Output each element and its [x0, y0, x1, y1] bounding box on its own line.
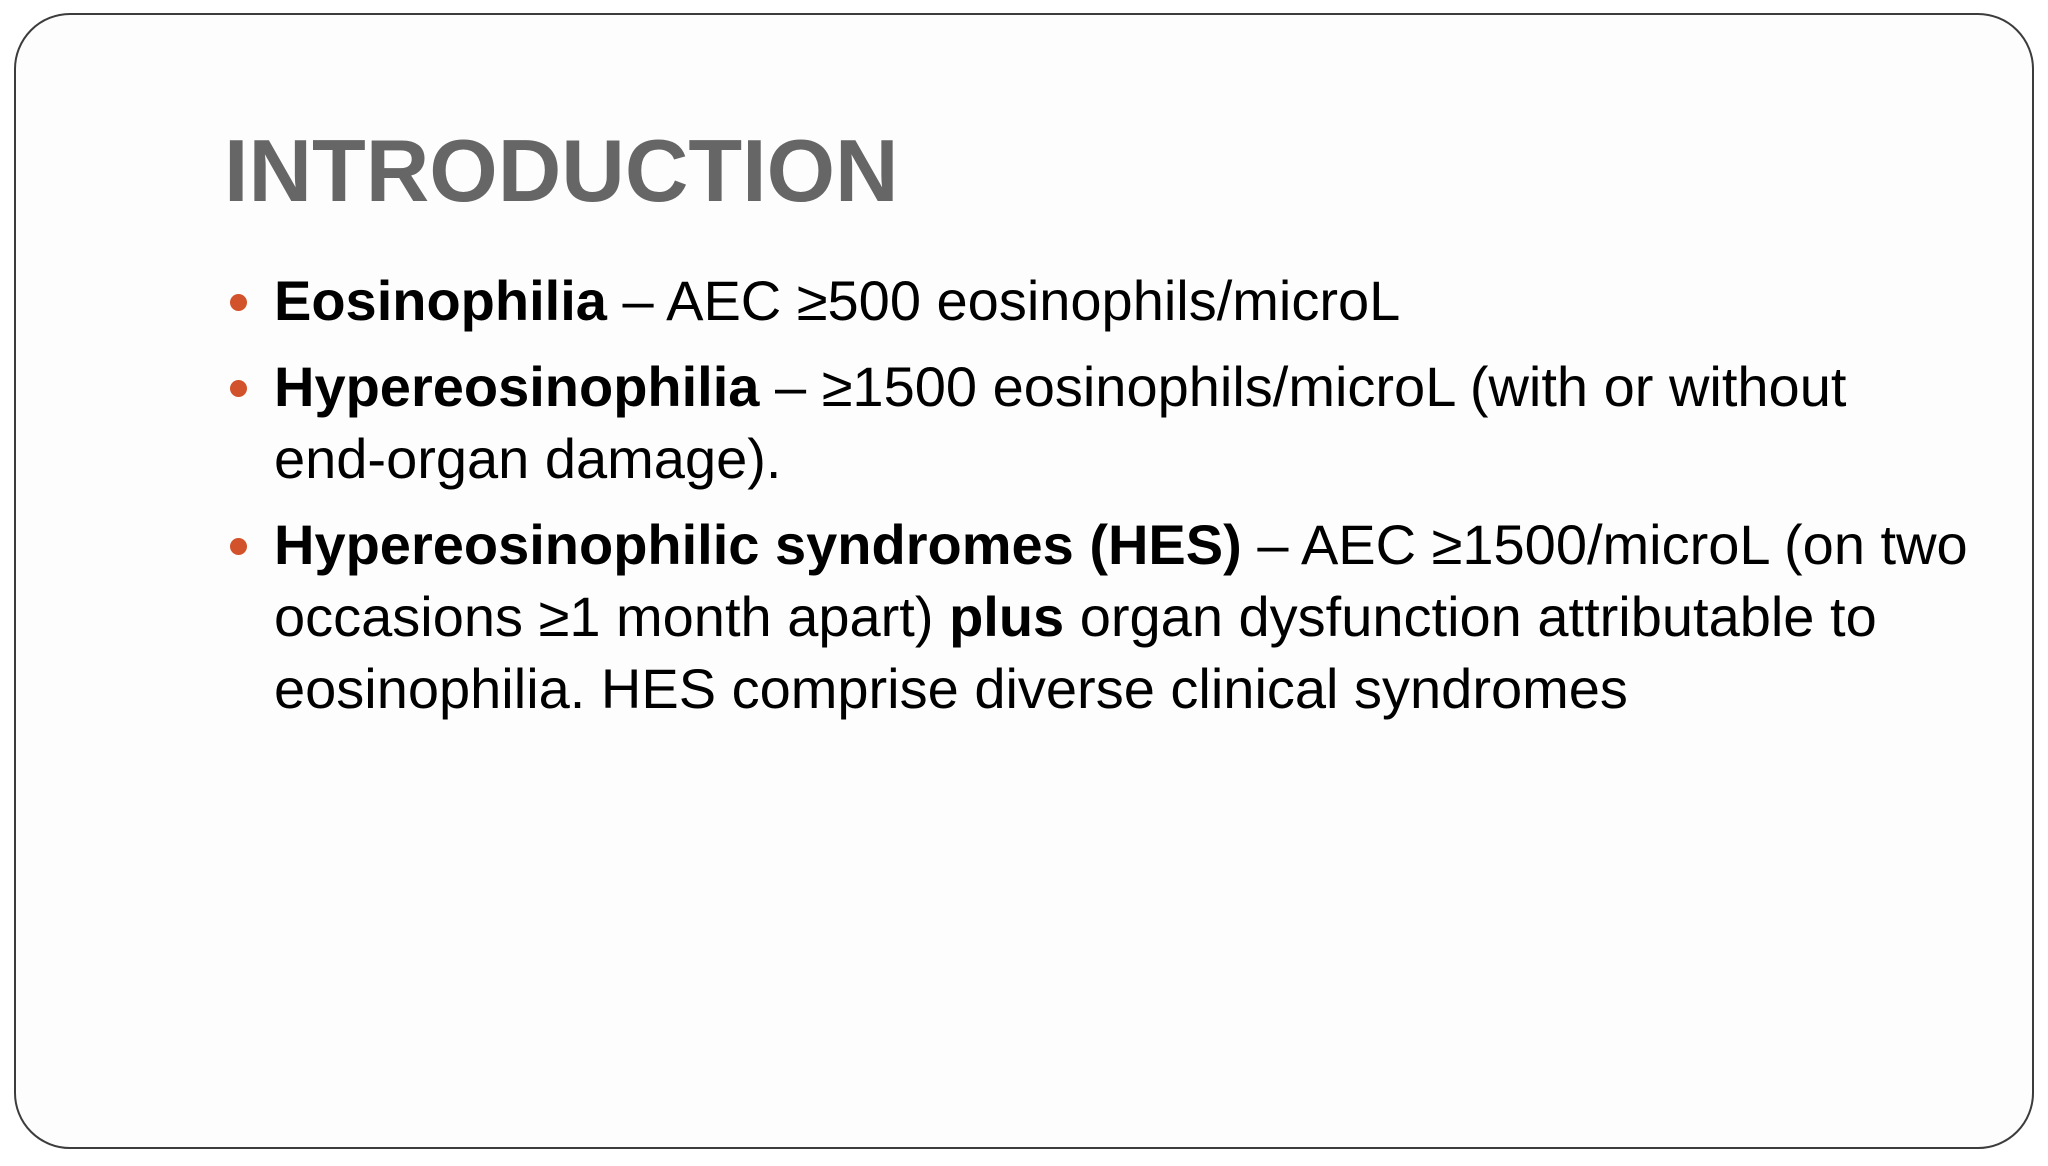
bullet-text: – ≥1500 eosinophils/microL (with or without end-organ damage).	[274, 355, 1847, 490]
bullet-item-eosinophilia	[274, 265, 1974, 337]
bullet-dot-icon	[230, 538, 247, 555]
slide-title: INTRODUCTION	[224, 121, 899, 220]
bullet-dot-icon	[230, 380, 247, 397]
bullet-emphasis: plus	[949, 585, 1065, 648]
bullet-term: Hypereosinophilia	[274, 355, 760, 418]
bullet-dot-icon	[230, 294, 247, 311]
slide	[14, 13, 2034, 1149]
bullet-text: – AEC ≥500 eosinophils/microL	[606, 269, 1401, 332]
bullet-term: Hypereosinophilic syndromes (HES)	[274, 513, 1242, 576]
bullet-term: Eosinophilia	[274, 269, 607, 332]
bullet-list	[274, 265, 1974, 739]
bullet-text: organ dysfunction attributable to eosinophilia. HES comprise diverse clinical syndromes	[274, 585, 1877, 720]
bullet-item-hypereosinophilia	[274, 351, 1974, 495]
bullet-item-hes	[274, 509, 1974, 725]
bullet-text: – AEC ≥1500/microL (on two occasions ≥1 month apart)	[274, 513, 1968, 648]
